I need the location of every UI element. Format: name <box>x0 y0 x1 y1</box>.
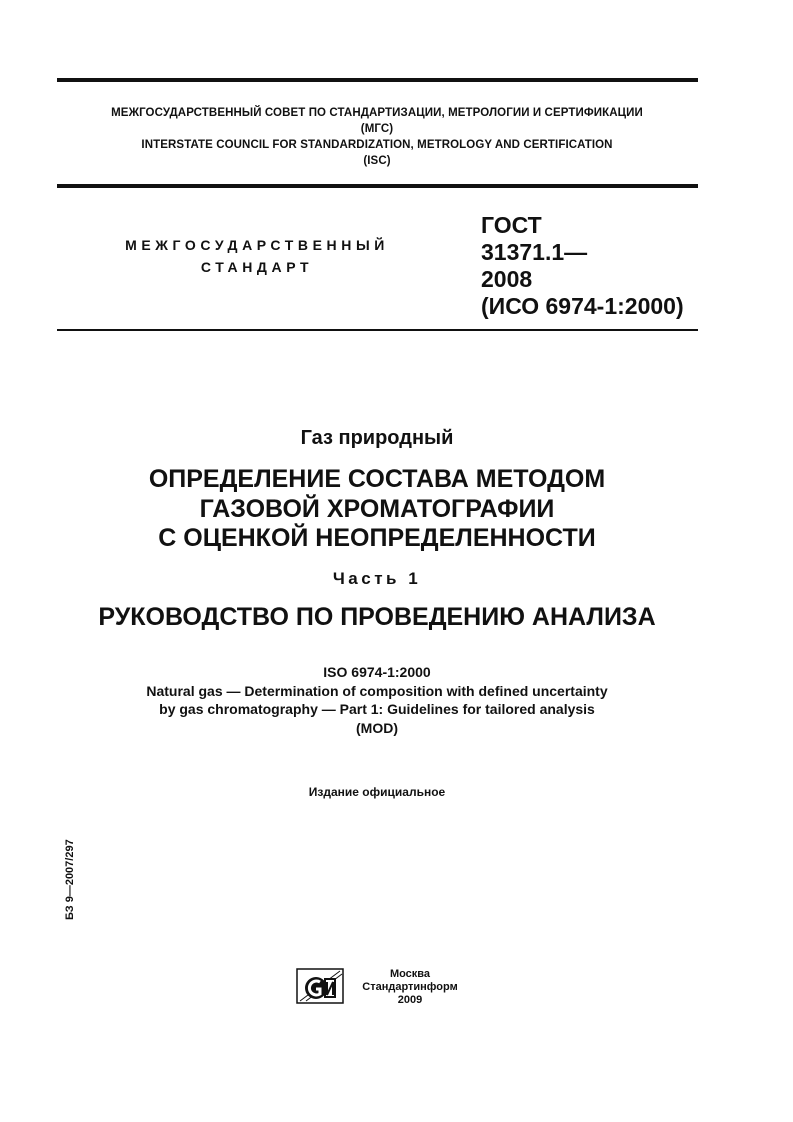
gost-year: 2008 <box>481 266 533 292</box>
council-header <box>57 105 697 169</box>
publisher-name: Стандартинформ <box>362 981 458 993</box>
edition-label: Издание официальное <box>308 785 446 799</box>
gost-number: 31371.1— <box>481 239 588 265</box>
gost-iso-ref: (ИСО 6974-1:2000) <box>481 293 684 319</box>
iso-code: ISO 6974-1:2000 <box>323 664 431 680</box>
council-en-abbr: (ISC) <box>363 155 391 167</box>
main-title-line1: ОПРЕДЕЛЕНИЕ СОСТАВА МЕТОДОМ <box>148 465 606 493</box>
gost-designation <box>481 212 684 320</box>
main-title <box>0 465 754 554</box>
part-label: Часть 1 <box>332 569 422 588</box>
standard-type-line2: СТАНДАРТ <box>200 259 314 275</box>
publisher-year: 2009 <box>397 994 423 1006</box>
council-en: INTERSTATE COUNCIL FOR STANDARDIZATION, METROLOGY AND CERTIFICATION <box>141 139 613 151</box>
main-title-line2: ГАЗОВОЙ ХРОМАТОГРАФИИ <box>199 494 555 523</box>
council-ru-abbr: (МГС) <box>360 123 394 135</box>
iso-title-line1: Natural gas — Determination of composition with defined uncertainty <box>146 682 608 699</box>
part-title: РУКОВОДСТВО ПО ПРОВЕДЕНИЮ АНАЛИЗА <box>98 603 656 631</box>
iso-title-line2: by gas chromatography — Part 1: Guidelines for tailored analysis <box>159 701 595 717</box>
top-rule <box>57 78 698 82</box>
publisher-city: Москва <box>389 968 431 980</box>
iso-modification: (MOD) <box>356 719 398 736</box>
standard-type-line1: МЕЖГОСУДАРСТВЕННЫЙ <box>125 237 389 253</box>
gost-label: ГОСТ <box>481 212 542 238</box>
standard-type <box>98 234 416 278</box>
subject-title: Газ природный <box>300 427 454 449</box>
standard-bottom-rule <box>57 329 698 331</box>
council-ru: МЕЖГОСУДАРСТВЕННЫЙ СОВЕТ ПО СТАНДАРТИЗАЦИИ, МЕТРОЛОГИИ И СЕРТИФИКАЦИИ <box>111 107 643 119</box>
iso-reference <box>0 663 754 737</box>
standartinform-logo-icon <box>296 968 344 1004</box>
main-title-line3: С ОЦЕНКОЙ НЕОПРЕДЕЛЕННОСТИ <box>158 524 596 552</box>
header-bottom-rule <box>57 184 698 188</box>
side-code: БЗ 9—2007/297 <box>64 839 76 920</box>
publisher-info <box>350 968 470 1007</box>
